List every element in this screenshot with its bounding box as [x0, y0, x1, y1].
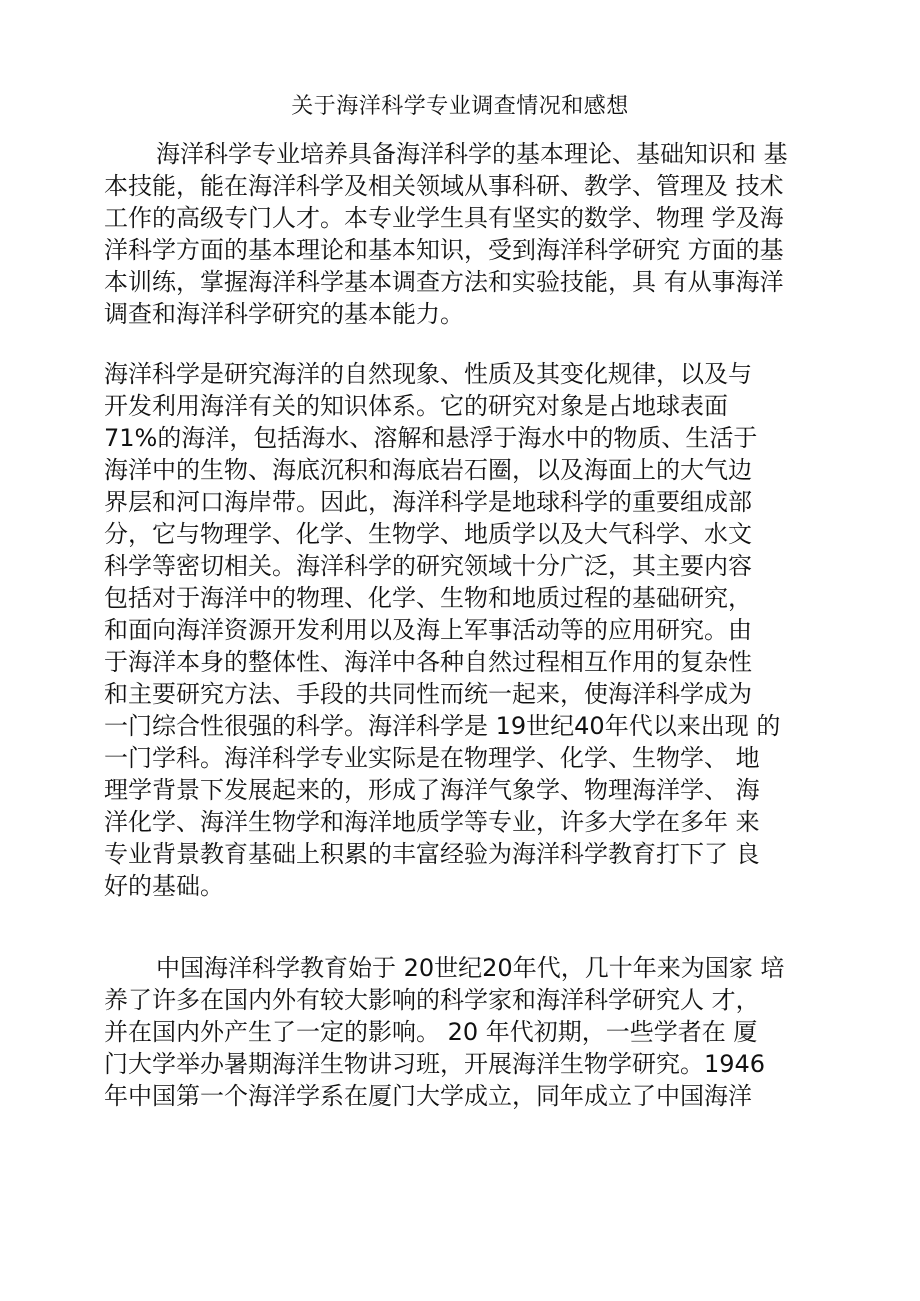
- paragraph-line: 科学等密切相关。海洋科学的研究领域十分广泛，其主要内容: [104, 552, 752, 580]
- paragraph-line: 养了许多在国内外有较大影响的科学家和海洋科学研究人 才，: [104, 986, 760, 1014]
- paragraph-3: [104, 952, 804, 1112]
- paragraph-line: 于海洋本身的整体性、海洋中各种自然过程相互作用的复杂性: [104, 648, 752, 676]
- paragraph-line: 海洋科学是研究海洋的自然现象、性质及其变化规律，以及与: [104, 360, 752, 388]
- paragraph-line: 本技能，能在海洋科学及相关领域从事科研、教学、管理及 技术: [104, 172, 784, 200]
- paragraph-line: 一门学科。海洋科学专业实际是在物理学、化学、生物学、 地: [104, 744, 760, 772]
- paragraph-line: 一门综合性很强的科学。海洋科学是 19世纪40年代以来出现 的: [104, 712, 781, 740]
- paragraph-line: 海洋科学专业培养具备海洋科学的基本理论、基础知识和 基: [156, 140, 788, 168]
- paragraph-line: 并在国内外产生了一定的影响。 20 年代初期，一些学者在 厦: [104, 1018, 758, 1046]
- document-title: 关于海洋科学专业调查情况和感想: [291, 94, 629, 119]
- paragraph-line: 中国海洋科学教育始于 20世纪20年代，几十年来为国家 培: [156, 954, 785, 982]
- paragraph-line: 调查和海洋科学研究的基本能力。: [104, 300, 464, 328]
- paragraph-line: 界层和河口海岸带。因此，海洋科学是地球科学的重要组成部: [104, 488, 752, 516]
- paragraph-line: 理学背景下发展起来的，形成了海洋气象学、物理海洋学、 海: [104, 776, 760, 804]
- paragraph-line: 门大学举办暑期海洋生物讲习班，开展海洋生物学研究。1946: [104, 1050, 766, 1078]
- paragraph-1: [104, 138, 804, 330]
- paragraph-line: 好的基础。: [104, 872, 224, 900]
- paragraph-line: 专业背景教育基础上积累的丰富经验为海洋科学教育打下了 良: [104, 840, 760, 868]
- paragraph-line: 工作的高级专门人才。本专业学生具有坚实的数学、物理 学及海: [104, 204, 784, 232]
- paragraph-line: 海洋中的生物、海底沉积和海底岩石圈，以及海面上的大气边: [104, 456, 752, 484]
- paragraph-line: 和面向海洋资源开发利用以及海上军事活动等的应用研究。由: [104, 616, 752, 644]
- paragraph-line: 和主要研究方法、手段的共同性而统一起来，使海洋科学成为: [104, 680, 752, 708]
- paragraph-line: 洋化学、海洋生物学和海洋地质学等专业，许多大学在多年 来: [104, 808, 760, 836]
- paragraph-line: 年中国第一个海洋学系在厦门大学成立，同年成立了中国海洋: [104, 1082, 752, 1110]
- paragraph-2: [104, 358, 804, 902]
- paragraph-line: 开发利用海洋有关的知识体系。它的研究对象是占地球表面: [104, 392, 728, 420]
- paragraph-line: 71%的海洋，包括海水、溶解和悬浮于海水中的物质、生活于: [104, 424, 758, 452]
- paragraph-line: 分，它与物理学、化学、生物学、地质学以及大气科学、水文: [104, 520, 752, 548]
- paragraph-line: 本训练，掌握海洋科学基本调查方法和实验技能，具 有从事海洋: [104, 268, 784, 296]
- paragraph-line: 洋科学方面的基本理论和基本知识，受到海洋科学研究 方面的基: [104, 236, 784, 264]
- paragraph-line: 包括对于海洋中的物理、化学、生物和地质过程的基础研究，: [104, 584, 752, 612]
